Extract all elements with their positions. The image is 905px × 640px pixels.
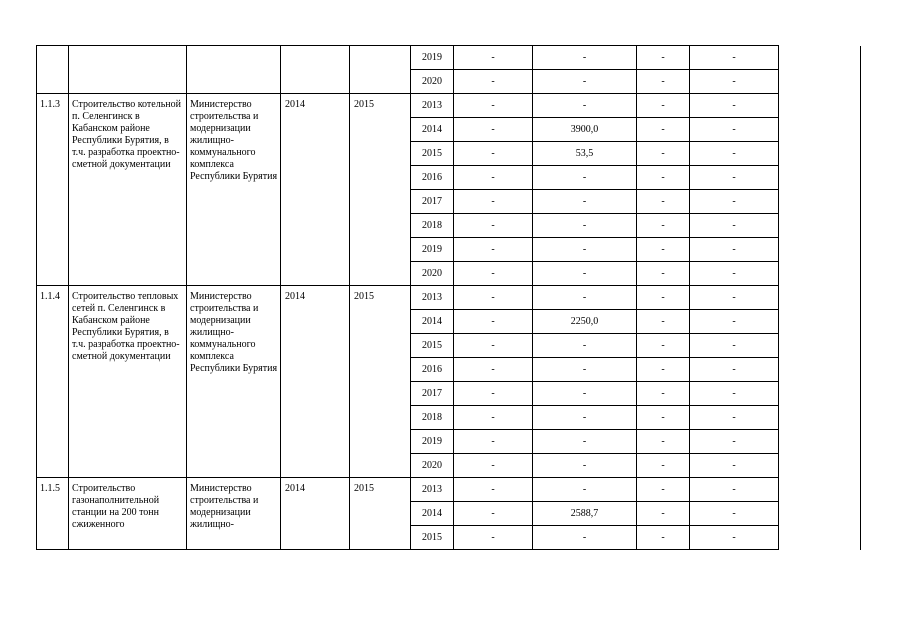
value-cell: - (637, 430, 690, 454)
value-cell: - (533, 94, 637, 118)
empty-cell (187, 46, 281, 94)
empty-cell (37, 46, 69, 94)
table-row (37, 46, 861, 70)
value-cell: - (454, 382, 533, 406)
year-cell: 2014 (411, 118, 454, 142)
margin-cell (779, 94, 861, 286)
value-cell: - (690, 358, 779, 382)
value-cell: - (637, 238, 690, 262)
end-year: 2015 (350, 286, 411, 478)
value-cell: - (454, 142, 533, 166)
value-cell: - (637, 502, 690, 526)
year-cell: 2018 (411, 406, 454, 430)
year-cell: 2018 (411, 214, 454, 238)
activity-index: 1.1.4 (37, 286, 69, 478)
value-cell: - (533, 382, 637, 406)
value-cell: - (690, 238, 779, 262)
value-cell: - (533, 526, 637, 550)
value-cell: - (690, 502, 779, 526)
value-cell: - (533, 214, 637, 238)
value-cell: - (637, 46, 690, 70)
value-cell: - (690, 526, 779, 550)
year-cell: 2013 (411, 286, 454, 310)
margin-cell (779, 286, 861, 478)
value-cell: - (690, 334, 779, 358)
value-cell: - (690, 190, 779, 214)
value-cell: - (533, 430, 637, 454)
value-cell: - (690, 478, 779, 502)
value-cell: - (533, 454, 637, 478)
value-cell: - (637, 358, 690, 382)
year-cell: 2019 (411, 430, 454, 454)
value-cell: - (637, 478, 690, 502)
value-cell: - (454, 118, 533, 142)
activity-name: Строительство котельной п. Селенгинск в Кабанском районе Республики Бурятия, в т.ч. разработка проектно-сметной документации (69, 94, 187, 286)
value-cell: - (637, 454, 690, 478)
value-cell: - (454, 46, 533, 70)
activity-name: Строительство газонаполнительной станции на 200 тонн сжиженного (69, 478, 187, 550)
value-cell: - (637, 214, 690, 238)
empty-cell (350, 46, 411, 94)
value-cell: - (637, 190, 690, 214)
value-cell: - (690, 70, 779, 94)
activity-executor: Министерство строительства и модернизации жилищно-коммунального комплекса Республики Бурятия (187, 94, 281, 286)
end-year: 2015 (350, 478, 411, 550)
value-cell: - (690, 382, 779, 406)
value-cell: - (454, 334, 533, 358)
activity-index: 1.1.5 (37, 478, 69, 550)
value-cell: - (533, 166, 637, 190)
value-cell: - (533, 358, 637, 382)
year-cell: 2020 (411, 262, 454, 286)
document-page (36, 45, 861, 550)
value-cell: - (690, 118, 779, 142)
value-cell: - (454, 406, 533, 430)
value-cell: - (533, 46, 637, 70)
value-cell: - (637, 94, 690, 118)
table-row (37, 478, 861, 502)
value-cell: - (454, 262, 533, 286)
activity-executor: Министерство строительства и модернизации жилищно- (187, 478, 281, 550)
value-cell: - (454, 238, 533, 262)
end-year: 2015 (350, 94, 411, 286)
value-cell: - (637, 310, 690, 334)
year-cell: 2013 (411, 478, 454, 502)
value-cell: - (454, 166, 533, 190)
year-cell: 2017 (411, 382, 454, 406)
value-cell: - (637, 526, 690, 550)
program-activities-table (36, 45, 861, 550)
table-row (37, 286, 861, 310)
value-cell: - (533, 262, 637, 286)
value-cell: - (454, 478, 533, 502)
value-cell: - (533, 238, 637, 262)
value-cell: - (533, 478, 637, 502)
value-cell: - (454, 310, 533, 334)
value-cell: - (690, 46, 779, 70)
value-cell: - (454, 454, 533, 478)
activity-index: 1.1.3 (37, 94, 69, 286)
value-cell: - (637, 286, 690, 310)
year-cell: 2019 (411, 238, 454, 262)
value-cell: - (533, 286, 637, 310)
activity-executor: Министерство строительства и модернизации жилищно-коммунального комплекса Республики Бурятия (187, 286, 281, 478)
year-cell: 2015 (411, 526, 454, 550)
value-cell: - (690, 454, 779, 478)
value-cell: - (454, 94, 533, 118)
value-cell: - (533, 334, 637, 358)
value-cell: - (454, 430, 533, 454)
year-cell: 2016 (411, 358, 454, 382)
year-cell: 2017 (411, 190, 454, 214)
start-year: 2014 (281, 94, 350, 286)
year-cell: 2015 (411, 142, 454, 166)
year-cell: 2016 (411, 166, 454, 190)
value-cell: - (690, 94, 779, 118)
value-cell: - (690, 430, 779, 454)
value-cell: - (454, 526, 533, 550)
year-cell: 2020 (411, 70, 454, 94)
table-row (37, 94, 861, 118)
empty-cell (281, 46, 350, 94)
value-cell: - (637, 406, 690, 430)
value-cell: - (533, 70, 637, 94)
start-year: 2014 (281, 478, 350, 550)
value-cell: - (454, 70, 533, 94)
value-cell: - (690, 214, 779, 238)
value-cell: - (637, 334, 690, 358)
value-cell: - (690, 142, 779, 166)
year-cell: 2014 (411, 502, 454, 526)
value-cell: - (454, 214, 533, 238)
year-cell: 2014 (411, 310, 454, 334)
value-cell: - (454, 190, 533, 214)
value-cell: 2588,7 (533, 502, 637, 526)
value-cell: - (637, 70, 690, 94)
value-cell: - (454, 502, 533, 526)
value-cell: - (690, 166, 779, 190)
value-cell: 2250,0 (533, 310, 637, 334)
value-cell: - (637, 142, 690, 166)
value-cell: - (690, 286, 779, 310)
margin-cell (779, 478, 861, 550)
value-cell: - (533, 190, 637, 214)
start-year: 2014 (281, 286, 350, 478)
value-cell: 3900,0 (533, 118, 637, 142)
margin-cell (779, 46, 861, 94)
activity-name: Строительство тепловых сетей п. Селенгинск в Кабанском районе Республики Бурятия, в т.ч. разработка проектно-сметной документации (69, 286, 187, 478)
year-cell: 2019 (411, 46, 454, 70)
year-cell: 2013 (411, 94, 454, 118)
value-cell: - (454, 286, 533, 310)
value-cell: - (533, 406, 637, 430)
value-cell: - (690, 406, 779, 430)
value-cell: - (637, 262, 690, 286)
value-cell: - (637, 118, 690, 142)
value-cell: - (690, 262, 779, 286)
year-cell: 2020 (411, 454, 454, 478)
year-cell: 2015 (411, 334, 454, 358)
empty-cell (69, 46, 187, 94)
value-cell: - (637, 166, 690, 190)
value-cell: - (454, 358, 533, 382)
value-cell: - (690, 310, 779, 334)
value-cell: - (637, 382, 690, 406)
value-cell: 53,5 (533, 142, 637, 166)
